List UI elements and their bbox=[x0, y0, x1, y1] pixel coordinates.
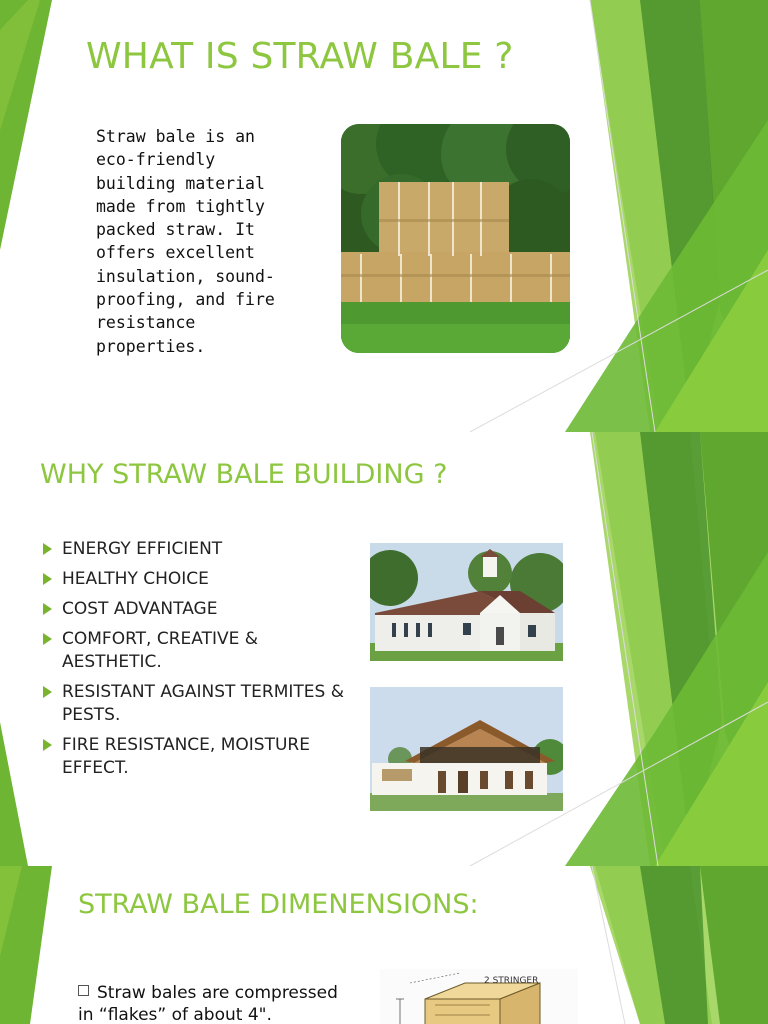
list-item: COMFORT, CREATIVE & AESTHETIC. bbox=[40, 628, 360, 674]
list-item: ENERGY EFFICIENT bbox=[40, 538, 360, 561]
hay-bales-photo bbox=[341, 124, 570, 353]
slide-title: WHY STRAW BALE BUILDING ? bbox=[40, 459, 448, 490]
slide-title: STRAW BALE DIMENENSIONS: bbox=[78, 889, 479, 920]
list-item: RESISTANT AGAINST TERMITES & PESTS. bbox=[40, 681, 360, 727]
slide-what-is-straw-bale bbox=[0, 0, 768, 432]
list-item: FIRE RESISTANCE, MOISTURE EFFECT. bbox=[40, 734, 360, 780]
triangle-bullet-icon bbox=[43, 633, 52, 645]
triangle-bullet-icon bbox=[43, 543, 52, 555]
triangle-bullet-icon bbox=[43, 739, 52, 751]
hollow-square-bullet-icon bbox=[78, 985, 89, 996]
straw-bale-description: Straw bale is an eco-friendly building material made from tightly packed straw. It offers excellent insulation, sound-proofing, and fire resistance properties. bbox=[96, 127, 275, 356]
triangle-bullet-icon bbox=[43, 573, 52, 585]
slide-straw-bale-dimensions bbox=[0, 866, 768, 1024]
slide-why-straw-bale bbox=[0, 432, 768, 866]
straw-bale-house-photo bbox=[370, 687, 563, 811]
bale-dimension-diagram bbox=[380, 969, 578, 1024]
list-item: COST ADVANTAGE bbox=[40, 598, 360, 621]
list-item bbox=[78, 982, 358, 1024]
slide-title: WHAT IS STRAW BALE ? bbox=[86, 36, 514, 77]
straw-bale-schoolhouse-photo bbox=[370, 543, 563, 661]
bale-compression-text: Straw bales are compressed in “flakes” of about 4". bbox=[78, 983, 338, 1024]
diagram-label: 2 STRINGER bbox=[484, 976, 539, 986]
triangle-bullet-icon bbox=[43, 686, 52, 698]
benefits-list bbox=[40, 538, 360, 787]
triangle-bullet-icon bbox=[43, 603, 52, 615]
list-item: HEALTHY CHOICE bbox=[40, 568, 360, 591]
